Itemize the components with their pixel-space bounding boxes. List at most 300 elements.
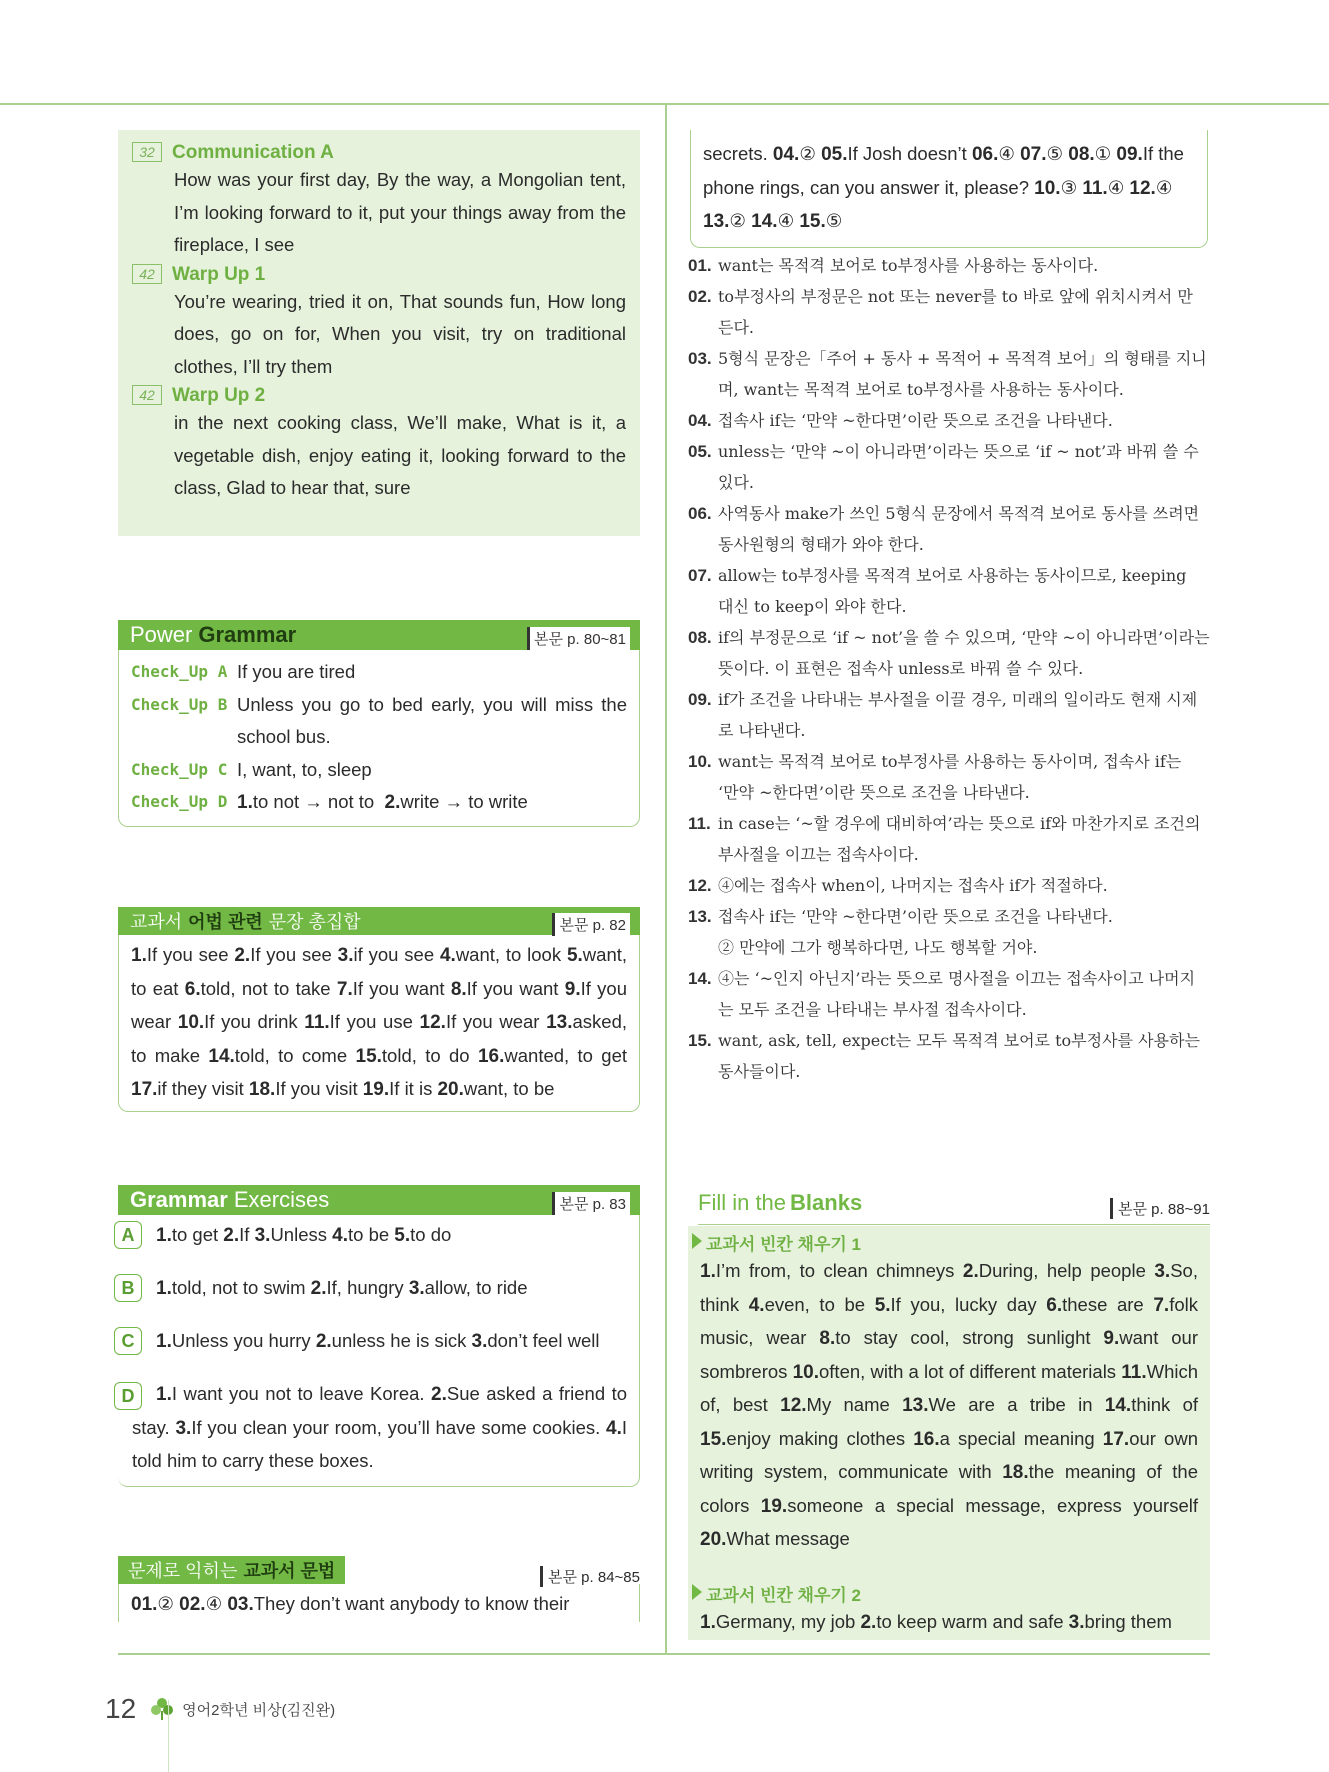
section-title-pre: 문제로 익히는 — [128, 1561, 238, 1581]
answer-text: ④ — [777, 210, 795, 231]
answer-item — [1046, 1294, 1143, 1315]
explanation-text: 동사들이다. — [718, 1062, 801, 1081]
answer-number: 09. — [1116, 144, 1143, 165]
answer-item — [963, 1260, 1146, 1281]
comm-text: You’re wearing, tried it on, That sounds fun, How long does, go on for, When you visit, try on traditional clothes, I’ll try them — [174, 290, 626, 377]
explanation-text: allow는 to부정사를 목적격 보어로 사용하는 동사이므로, keeping — [718, 566, 1187, 585]
answer-number: 17. — [1102, 1428, 1130, 1450]
answer-number: 16. — [913, 1428, 940, 1450]
answer-item — [478, 1045, 627, 1066]
section-title-post: 문장 총집합 — [268, 912, 361, 932]
answer-item — [1069, 1611, 1172, 1632]
answer-number: 19. — [760, 1495, 788, 1517]
answer-text: If you, lucky day — [890, 1293, 1037, 1315]
answer-item — [223, 1224, 249, 1245]
answer-text: if you see — [353, 944, 435, 965]
answer-number: 07. — [1020, 144, 1047, 165]
answer-item — [304, 1011, 413, 1032]
answer-item — [700, 1260, 954, 1281]
answer-number: 3. — [337, 945, 354, 966]
explanation-number: 04. — [688, 411, 712, 430]
answer-item — [234, 944, 331, 965]
answer-number: 12. — [780, 1395, 807, 1416]
answer-text: secrets. — [703, 143, 768, 164]
answer-text: ⑤ — [825, 210, 843, 231]
explanation-text: in case는 ‘~할 경우에 대비하여’라는 뜻으로 if와 마찬가지로 조건의 — [718, 814, 1201, 833]
answer-text: told, not to swim — [171, 1277, 306, 1298]
answer-item — [338, 944, 434, 965]
explanation-item — [688, 343, 1213, 405]
answer-text: a special meaning — [939, 1427, 1095, 1449]
explanation-line-cont — [688, 467, 1213, 498]
explanation-number: 14. — [688, 969, 712, 988]
explanation-line — [688, 281, 1213, 312]
footer-divider — [168, 1700, 169, 1772]
fill-group-heading — [700, 1581, 1198, 1606]
answer-text: ④ — [1155, 176, 1173, 198]
explanation-text: 로 나타낸다. — [718, 721, 806, 740]
answer-number: 13. — [703, 211, 730, 232]
answer-text: think of — [1131, 1394, 1199, 1415]
problem-grammar-section — [118, 1556, 640, 1622]
exercise-C — [118, 1325, 627, 1378]
answer-number: 12. — [1129, 177, 1156, 199]
answer-text: If you drink — [204, 1011, 298, 1032]
answer-text: asked, to make — [131, 1011, 628, 1066]
explanation-text: ‘만약 ~한다면’이란 뜻으로 조건을 나타낸다. — [718, 783, 1030, 802]
answer-text: If you use — [329, 1011, 413, 1032]
answer-text: to stay cool, strong sunlight — [835, 1327, 1091, 1348]
explanation-line-cont — [688, 1056, 1213, 1087]
answer-text: During, help people — [978, 1260, 1146, 1281]
answer-text: If you want — [352, 977, 445, 999]
answer-number: 2. — [310, 1278, 327, 1299]
answer-text: want, to eat — [131, 944, 628, 999]
explanation-text: 동사원형의 형태가 와야 한다. — [718, 535, 924, 554]
answer-number: 02. — [179, 1594, 206, 1615]
answer-item — [451, 978, 559, 999]
check-answer: If you are tired — [237, 661, 356, 682]
explanation-line-cont — [688, 653, 1213, 684]
answer-item — [875, 1294, 1037, 1315]
answer-number: 2. — [234, 945, 251, 966]
answer-number: 14. — [1104, 1395, 1132, 1416]
page-reference: 본문 p. 80~81 — [527, 627, 630, 650]
fill-group-answers — [700, 1606, 1198, 1640]
answer-text: to do — [410, 1224, 452, 1245]
section-body — [118, 1215, 640, 1487]
power-grammar-section — [118, 620, 640, 827]
textbook-grammar-section — [118, 907, 640, 1112]
explanation-line — [688, 746, 1213, 777]
answer-item — [131, 944, 228, 965]
answer-text: Unless — [270, 1224, 327, 1245]
answer-item — [156, 1277, 306, 1298]
answer-item — [700, 1611, 855, 1632]
answer-item — [255, 1224, 327, 1245]
answer-item — [751, 210, 794, 231]
answer-item — [761, 1495, 1198, 1516]
answer-text: to get — [171, 1224, 219, 1245]
answer-number: 06. — [971, 144, 999, 165]
answer-text: to be — [348, 1224, 390, 1245]
answer-number: 18. — [1002, 1462, 1029, 1483]
explanation-number: 12. — [688, 876, 712, 895]
explanation-text: 사역동사 make가 쓰인 5형식 문장에서 목적격 보어로 동사를 쓰려면 — [718, 504, 1200, 523]
explanation-item — [688, 808, 1213, 870]
answer-number: 9. — [1103, 1328, 1120, 1349]
explanation-line-cont — [688, 312, 1213, 343]
bottom-rule — [118, 1653, 1210, 1655]
answer-text: My name — [806, 1394, 890, 1415]
explanation-item — [688, 746, 1213, 808]
exercise-D — [118, 1378, 627, 1478]
explanation-line — [688, 870, 1213, 901]
page-tag: 42 — [132, 385, 162, 405]
answer-text: unless he is sick — [331, 1330, 467, 1351]
explanation-text: ④는 ‘~인지 아닌지’라는 뜻으로 명사절을 이끄는 접속사이고 나머지 — [718, 969, 1196, 988]
comm-block — [132, 264, 626, 384]
answer-text: want our sombreros — [700, 1327, 1199, 1382]
answer-item — [156, 1224, 218, 1245]
answer-item — [1034, 177, 1077, 198]
explanation-line — [688, 560, 1213, 591]
answer-item — [472, 1330, 600, 1351]
fill-group-answers — [700, 1255, 1198, 1557]
answer-item — [227, 1593, 569, 1614]
answer-number: 7. — [336, 978, 353, 1000]
answer-item — [337, 978, 445, 999]
check-item — [131, 786, 627, 820]
page-tag: 42 — [132, 264, 162, 284]
explanation-item — [688, 281, 1213, 343]
section-header — [118, 620, 640, 650]
answer-text: Unless you hurry — [171, 1330, 311, 1351]
check-label: Check_Up A — [131, 662, 228, 681]
exercise-answers — [156, 1219, 451, 1253]
section-title-bold: Grammar — [130, 1187, 228, 1212]
explanation-line — [688, 684, 1213, 715]
answer-text: If you clean your room, you’ll have some cookies. — [191, 1416, 601, 1438]
answer-text: ① — [1094, 143, 1112, 164]
answer-text: Which of, best — [700, 1360, 1199, 1415]
answer-text: I want you not to leave Korea. — [171, 1383, 425, 1404]
answer-number: 01. — [131, 1594, 158, 1615]
answer-number: 1. — [700, 1261, 716, 1282]
explanation-text: if가 조건을 나타내는 부사절을 이끌 경우, 미래의 일이라도 현재 시제 — [718, 690, 1198, 709]
answer-number: 2. — [315, 1331, 332, 1352]
check-item — [131, 754, 627, 787]
answer-item — [249, 1078, 358, 1099]
check-label: Check_Up B — [131, 694, 228, 714]
answer-item — [440, 944, 561, 965]
answer-number: 13. — [546, 1012, 573, 1033]
group-title: 교과서 빈칸 채우기 1 — [706, 1235, 861, 1254]
answer-text: to not → not to — [252, 791, 375, 812]
answer-text: If — [239, 1224, 250, 1245]
comm-block — [132, 385, 626, 505]
answer-number: 2. — [384, 792, 401, 813]
check-item — [131, 689, 627, 754]
answer-number: 1. — [131, 945, 147, 966]
answer-item — [420, 1011, 540, 1032]
answer-number: 11. — [304, 1012, 330, 1033]
exercise-answers — [156, 1325, 599, 1359]
answer-number: 8. — [450, 978, 467, 1000]
answer-text: these are — [1062, 1293, 1144, 1315]
answer-text: enjoy making clothes — [726, 1427, 906, 1449]
answer-text: Sue asked a friend to stay. — [132, 1383, 628, 1438]
section-title-bold: Grammar — [198, 622, 297, 647]
answer-item — [703, 210, 746, 231]
answer-text: If you see — [146, 944, 229, 965]
answer-number: 6. — [1046, 1294, 1063, 1316]
answer-text: bring them — [1084, 1610, 1172, 1632]
explanations-list — [688, 250, 1213, 1087]
answer-number: 18. — [248, 1079, 276, 1100]
fill-group-heading — [700, 1230, 1198, 1255]
answer-number: 05. — [821, 144, 848, 165]
answer-text: folk music, wear — [700, 1293, 1199, 1348]
answer-text: If Josh doesn’t — [847, 143, 967, 164]
answer-text: want, to look — [455, 944, 562, 965]
answer-text: our own writing system, communicate with — [700, 1427, 1198, 1482]
exercise-label: D — [114, 1382, 142, 1410]
check-item — [131, 656, 627, 689]
comm-text: in the next cooking class, We’ll make, What is it, a vegetable dish, enjoy eating it, looking forward to the class, Glad to hear that, sure — [174, 412, 626, 498]
answer-text: don’t feel well — [487, 1330, 600, 1351]
answer-item — [1129, 177, 1172, 198]
exercise-B — [118, 1272, 627, 1325]
answer-number: 16. — [477, 1045, 505, 1067]
problem-answers-part2 — [690, 130, 1208, 248]
explanation-text: ② 만약에 그가 행복하다면, 나도 행복할 거야. — [718, 938, 1038, 957]
answer-number: 15. — [799, 211, 826, 232]
answer-number: 15. — [700, 1428, 727, 1450]
answer-text: If you see — [250, 944, 332, 965]
answer-text: They don’t want anybody to know their — [253, 1593, 570, 1614]
answer-item — [780, 1394, 890, 1415]
explanation-item — [688, 901, 1213, 963]
answer-text: if they visit — [157, 1078, 244, 1099]
fill-blanks-section — [698, 1190, 1210, 1225]
answer-number: 2. — [431, 1384, 447, 1405]
footer — [105, 1693, 335, 1725]
answer-text: So, think — [700, 1260, 1198, 1315]
answer-item — [131, 1593, 174, 1614]
answer-text: someone a special message, express yourself — [787, 1494, 1198, 1516]
explanation-item — [688, 436, 1213, 498]
communication-box — [118, 130, 640, 536]
answer-number: 9. — [564, 978, 581, 1000]
answer-item — [409, 1277, 528, 1298]
explanation-text: ④에는 접속사 when이, 나머지는 접속사 if가 적절하다. — [718, 876, 1108, 895]
answer-text: If, hungry — [326, 1277, 404, 1298]
answer-text: often, with a lot of different materials — [819, 1360, 1117, 1382]
answer-text: I told him to carry these boxes. — [132, 1416, 628, 1471]
answer-text: We are a tribe in — [928, 1394, 1093, 1415]
explanation-text: 뜻이다. 이 표현은 접속사 unless로 바꿔 쓸 수 있다. — [718, 659, 1084, 678]
answer-number: 19. — [362, 1079, 390, 1100]
answer-number: 15. — [355, 1045, 382, 1067]
explanation-number: 09. — [688, 690, 712, 709]
explanation-number: 10. — [688, 752, 712, 771]
explanation-line — [688, 250, 1213, 281]
answer-number: 04. — [772, 144, 800, 165]
explanation-line-cont — [688, 374, 1213, 405]
answer-text: ② — [157, 1593, 175, 1614]
answer-number: 4. — [332, 1225, 348, 1246]
comm-text: How was your first day, By the way, a Mongolian tent, I’m looking forward to it, put your things away from the fireplace, I see — [174, 169, 626, 255]
answer-number: 1. — [156, 1225, 172, 1246]
book-title: 영어2학년 비상(김진완) — [182, 1701, 336, 1719]
answer-text: If it is — [389, 1078, 433, 1099]
answer-item — [363, 1078, 433, 1099]
answer-item — [1105, 1394, 1198, 1415]
answer-item — [208, 1045, 347, 1066]
explanation-line — [688, 901, 1213, 932]
answer-number: 1. — [156, 1384, 172, 1405]
explanation-number: 08. — [688, 628, 712, 647]
explanation-text: 있다. — [718, 473, 754, 492]
answer-number: 5. — [394, 1225, 411, 1246]
answer-number: 2. — [223, 1225, 240, 1246]
answer-item — [1082, 177, 1124, 198]
answer-item — [913, 1428, 1094, 1449]
explanation-number: 05. — [688, 442, 712, 461]
answer-item — [773, 143, 816, 164]
answer-number: 1. — [237, 792, 253, 813]
answer-number: 3. — [254, 1225, 271, 1246]
answer-item — [819, 1327, 1090, 1348]
check-label: Check_Up C — [131, 759, 228, 779]
explanation-item — [688, 870, 1213, 901]
explanation-text: 5형식 문장은「주어 + 동사 + 목적어 + 목적격 보어」의 형태를 지니 — [718, 349, 1207, 368]
answer-item — [700, 1528, 850, 1549]
answer-text: Germany, my job — [715, 1610, 856, 1632]
answer-number: 14. — [208, 1045, 235, 1067]
page-reference: 본문 p. 88~91 — [1110, 1198, 1210, 1219]
explanation-text: to부정사의 부정문은 not 또는 never를 to 바로 앞에 위치시켜서 만 — [718, 287, 1193, 306]
section-header — [118, 1556, 640, 1584]
grammar-exercises-section — [118, 1185, 640, 1487]
explanation-line — [688, 808, 1213, 839]
column-divider — [665, 103, 667, 1653]
explanation-text: 며, want는 목적격 보어로 to부정사를 사용하는 동사이다. — [718, 380, 1124, 399]
answer-item — [356, 1045, 470, 1066]
explanation-text: 든다. — [718, 318, 754, 337]
answer-text: the meaning of the colors — [700, 1461, 1199, 1516]
answer-item — [394, 1224, 451, 1245]
answer-number: 3. — [408, 1278, 425, 1299]
page-tag: 32 — [132, 142, 162, 162]
answer-text: ④ — [998, 143, 1015, 164]
page-reference: 본문 p. 82 — [552, 913, 630, 936]
answer-number: 11. — [1082, 177, 1108, 199]
explanation-text: want는 목적격 보어로 to부정사를 사용하는 동사이다. — [718, 256, 1099, 275]
answer-item — [316, 1330, 467, 1351]
explanation-item — [688, 622, 1213, 684]
answer-item — [175, 1417, 600, 1438]
answer-number: 08. — [1068, 144, 1095, 165]
exercise-label: B — [114, 1274, 142, 1302]
answer-number: 4. — [606, 1417, 622, 1439]
comm-title: Warp Up 1 — [172, 263, 266, 285]
answer-item — [860, 1611, 1063, 1632]
answer-text: want, to be — [463, 1078, 555, 1099]
answer-text: told, to do — [381, 1044, 470, 1066]
answer-item — [799, 210, 842, 231]
answer-item — [1020, 143, 1063, 164]
clover-icon — [150, 1697, 174, 1721]
exercise-label: C — [114, 1327, 142, 1355]
explanation-number: 03. — [688, 349, 712, 368]
answer-item — [185, 978, 331, 999]
explanation-line — [688, 622, 1213, 653]
answer-number: 1. — [156, 1331, 172, 1352]
answer-number: 20. — [700, 1529, 727, 1550]
exercise-answers — [132, 1383, 627, 1471]
explanation-text: 부사절을 이끄는 접속사이다. — [718, 845, 919, 864]
explanation-item — [688, 405, 1213, 436]
explanation-line-cont — [688, 529, 1213, 560]
explanation-item — [688, 250, 1213, 281]
comm-title: Warp Up 2 — [172, 385, 266, 406]
section-title-bold: 교과서 문법 — [243, 1561, 336, 1581]
answer-item — [1068, 143, 1111, 164]
explanation-item — [688, 1025, 1213, 1087]
explanation-line — [688, 343, 1213, 374]
page-reference: 본문 p. 84~85 — [540, 1566, 640, 1587]
answer-number: 2. — [962, 1261, 979, 1282]
answer-number: 5. — [566, 945, 583, 966]
answer-item — [902, 1394, 1092, 1415]
explanation-line — [688, 436, 1213, 467]
explanation-line-cont — [688, 777, 1213, 808]
comm-block — [132, 142, 626, 262]
answer-text: If the phone rings, can you answer it, please? — [703, 143, 1184, 198]
answer-text: to keep warm and safe — [876, 1610, 1064, 1632]
answer-number: 12. — [419, 1012, 446, 1033]
explanation-line-cont — [688, 591, 1213, 622]
answer-number: 6. — [184, 978, 201, 1000]
explanation-number: 02. — [688, 287, 712, 306]
answer-item — [311, 1277, 404, 1298]
answer-item — [703, 143, 768, 164]
answer-number: 8. — [819, 1328, 836, 1349]
section-title-light: Power — [130, 622, 193, 647]
answer-number: 2. — [860, 1611, 877, 1633]
answer-number: 7. — [1153, 1294, 1170, 1316]
answer-text: What message — [726, 1528, 850, 1549]
page-number: 12 — [105, 1693, 137, 1724]
section-title-bold: 어법 관련 — [188, 912, 263, 932]
explanation-line — [688, 405, 1213, 436]
section-header — [118, 1185, 640, 1215]
answer-item — [179, 1593, 222, 1614]
answer-text: ④ — [1107, 176, 1125, 198]
answer-text: If you want — [466, 977, 559, 999]
section-body — [118, 935, 640, 1112]
fill-blanks-body — [688, 1226, 1210, 1640]
comm-title: Communication A — [172, 142, 334, 163]
answer-item — [131, 1078, 244, 1099]
explanation-text: want, ask, tell, expect는 모두 목적격 보어로 to부정사를 사용하는 — [718, 1031, 1200, 1050]
answer-number: 3. — [1154, 1261, 1171, 1282]
answer-number: 1. — [700, 1611, 716, 1633]
section-title-bold: Blanks — [790, 1190, 863, 1215]
answer-number: 17. — [131, 1079, 158, 1100]
